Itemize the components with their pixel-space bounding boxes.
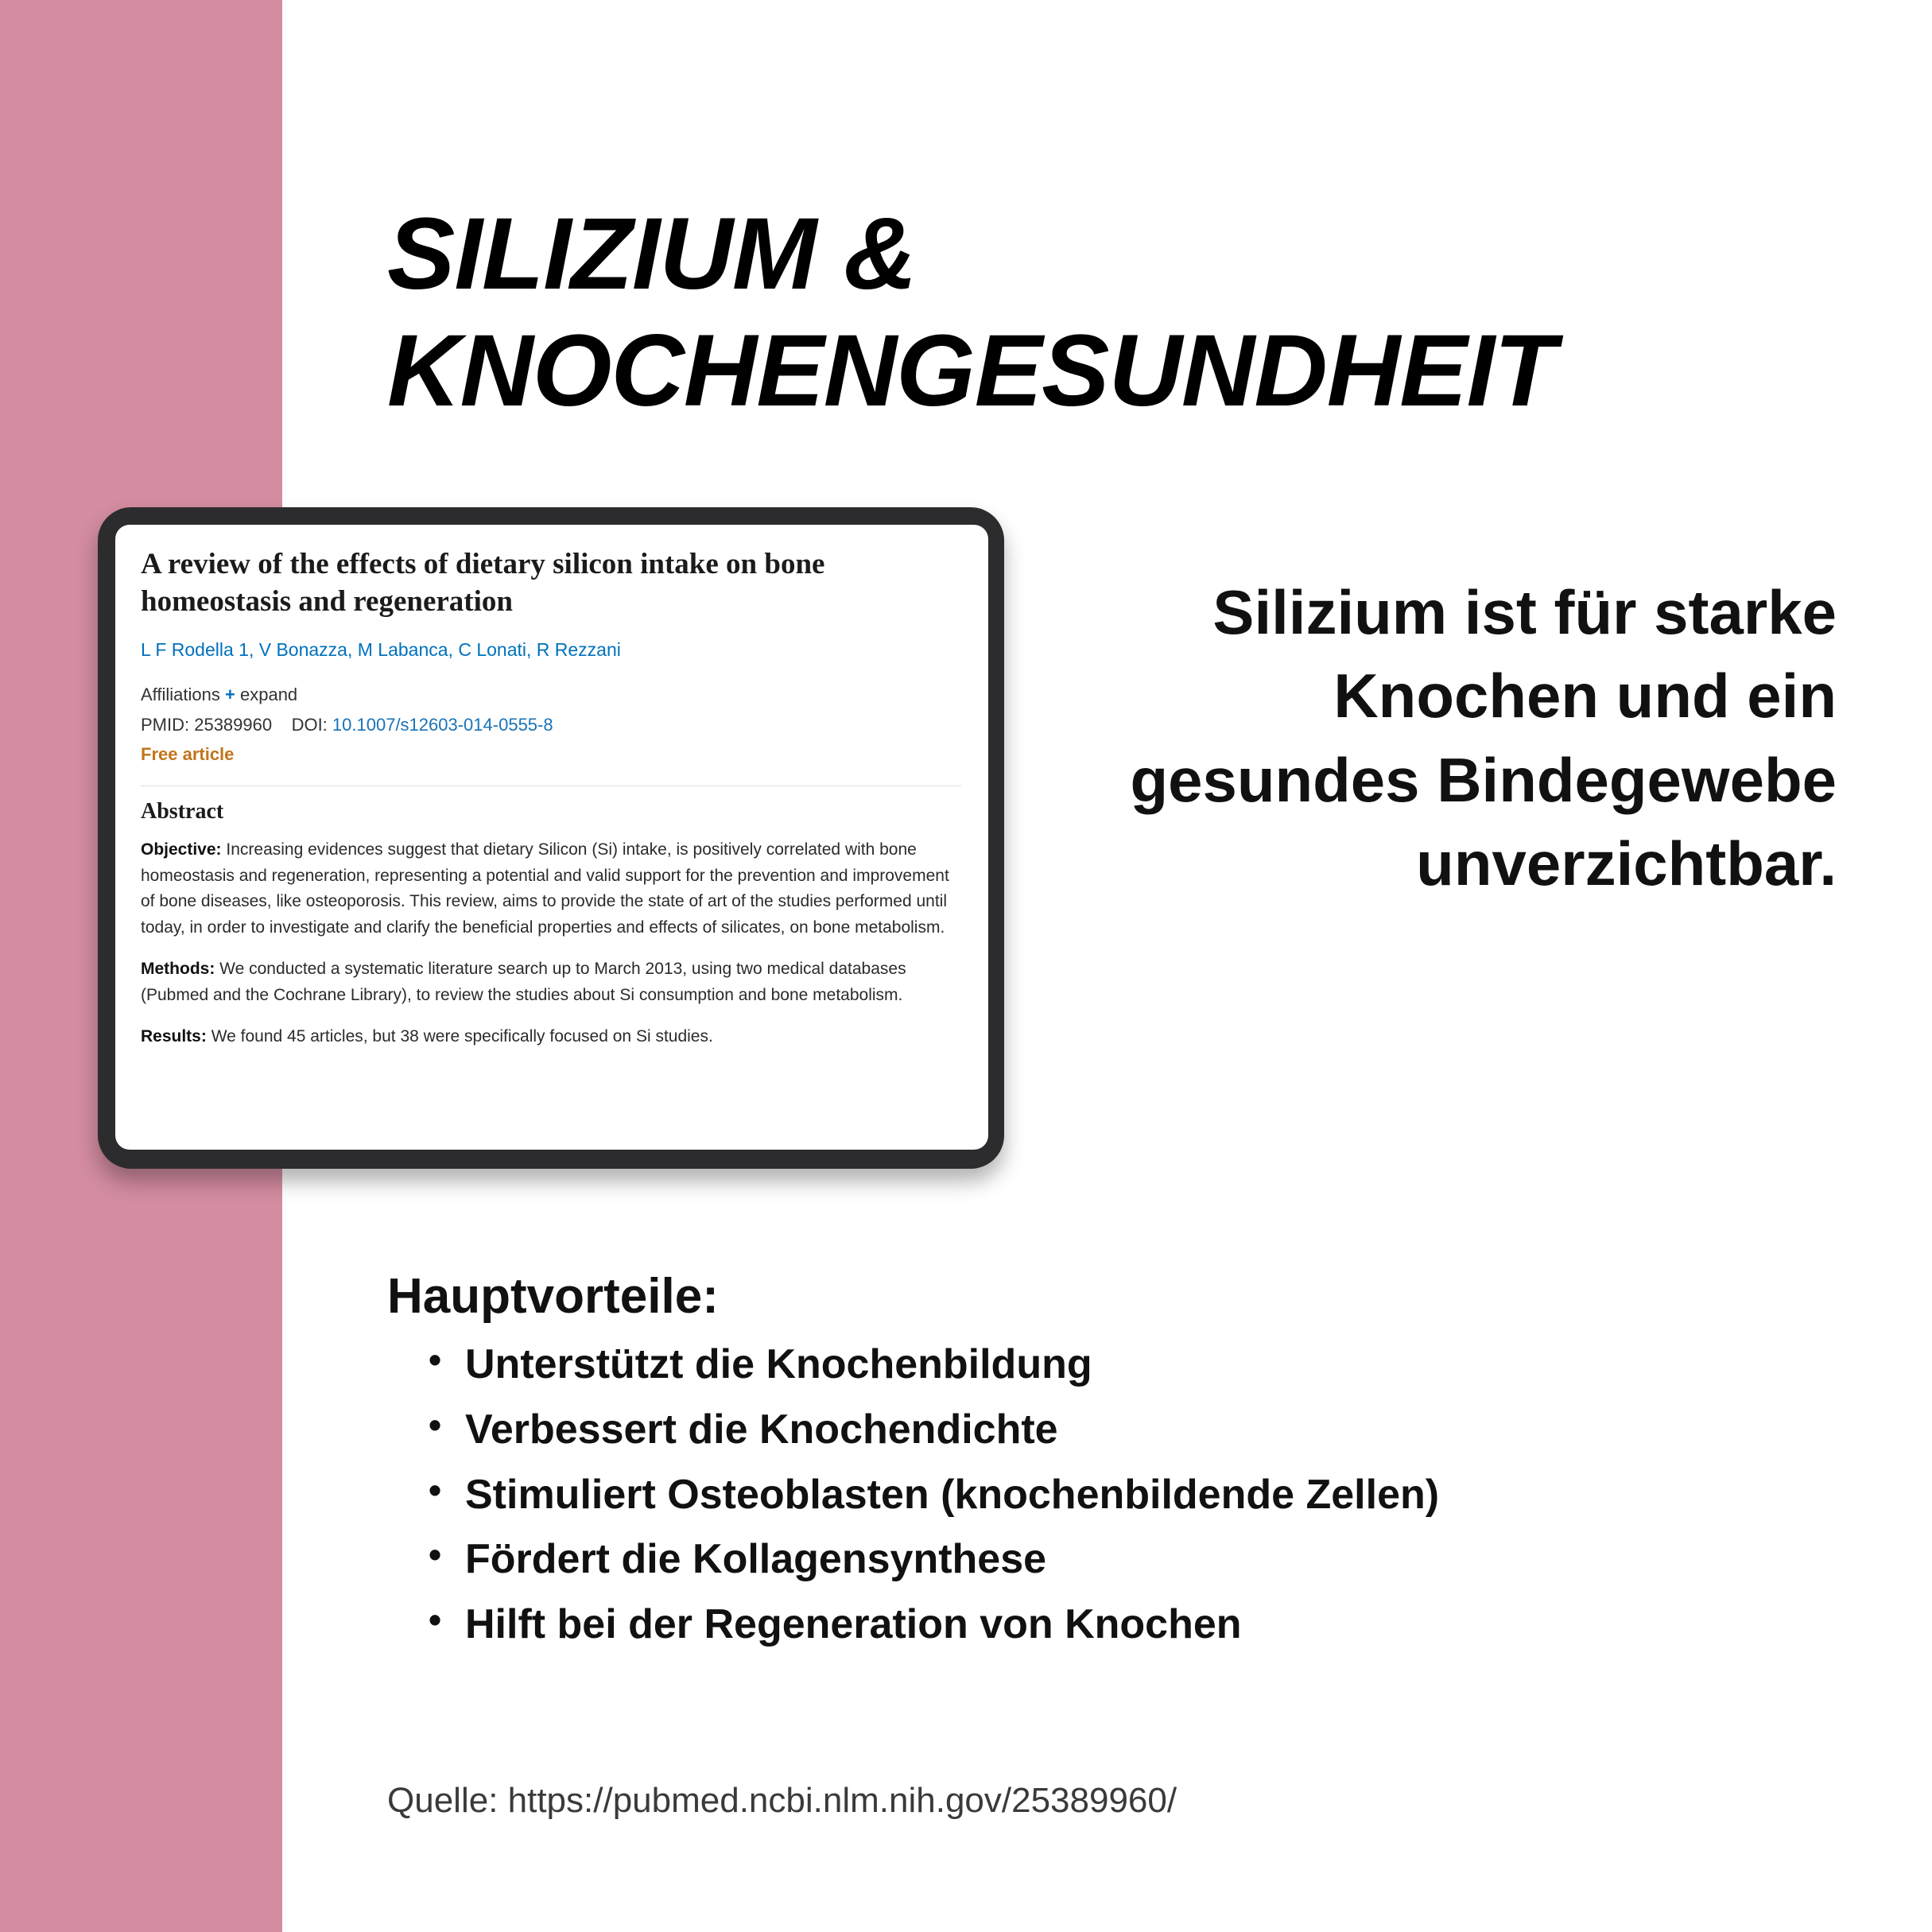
page-title-line-1: SILIZIUM & [387, 196, 917, 311]
methods-label: Methods: [141, 960, 215, 979]
source-citation[interactable]: Quelle: https://pubmed.ncbi.nlm.nih.gov/25389960/ [387, 1781, 1177, 1820]
affiliations-label: Affiliations [141, 684, 220, 704]
objective-label: Objective: [141, 840, 222, 859]
key-statement: Silizium ist für starke Knochen und ein gesundes Bindegewebe unverzichtbar. [1130, 577, 1837, 898]
page-title-line-2: KNOCHENGESUNDHEIT [387, 313, 1556, 428]
list-item: • Stimuliert Osteoblasten (knochenbildende Zellen) [465, 1466, 1540, 1525]
methods-text: We conducted a systematic literature search up to March 2013, using two medical databases (Pubmed and the Cochrane Library), to review the studies about Si consumption and bone metabolism. [141, 960, 906, 1004]
tablet-screen [115, 525, 988, 1150]
doi-label: DOI: [291, 715, 328, 735]
free-article-badge: Free article [141, 744, 235, 765]
benefits-list [387, 1336, 1540, 1655]
doi-link[interactable]: 10.1007/s12603-014-0555-8 [332, 715, 553, 735]
list-item: • Verbessert die Knochendichte [465, 1401, 1540, 1460]
objective-text: Increasing evidences suggest that dietary Silicon (Si) intake, is positively correlated with bone homeostasis and regeneration, representing a potential and valid support for the prevention and improvement of bone diseases, like osteoporosis. This review, aims to provide the state of art of the studies performed until today, in order to investigate and clarify the beneficial properties and effects of silicates, on bone metabolism. [141, 840, 949, 937]
affiliations-row[interactable] [141, 683, 961, 708]
list-item: • Unterstützt die Knochenbildung [465, 1336, 1540, 1395]
page-title [387, 196, 1842, 429]
plus-icon[interactable]: + [225, 684, 235, 704]
benefits-section [387, 1268, 1540, 1661]
expand-label[interactable]: expand [239, 684, 298, 704]
list-item: • Fördert die Kollagensynthese [465, 1530, 1540, 1589]
results-label: Results: [141, 1027, 207, 1046]
list-item: • Hilft bei der Regeneration von Knochen [465, 1596, 1540, 1655]
tablet-device-frame [98, 507, 1004, 1169]
abstract-results [141, 1024, 961, 1050]
abstract-methods [141, 956, 961, 1008]
pmid-value: PMID: 25389960 [141, 715, 273, 735]
identifier-row [141, 713, 961, 738]
abstract-objective [141, 837, 961, 941]
paper-authors[interactable]: L F Rodella 1, V Bonazza, M Labanca, C Lonati, R Rezzani [141, 638, 621, 660]
paper-title: A review of the effects of dietary silicon intake on bone homeostasis and regeneration [141, 548, 825, 619]
results-text: We found 45 articles, but 38 were specifically focused on Si studies. [211, 1027, 713, 1046]
abstract-heading: Abstract [141, 799, 224, 824]
benefits-heading: Hauptvorteile: [387, 1269, 719, 1324]
